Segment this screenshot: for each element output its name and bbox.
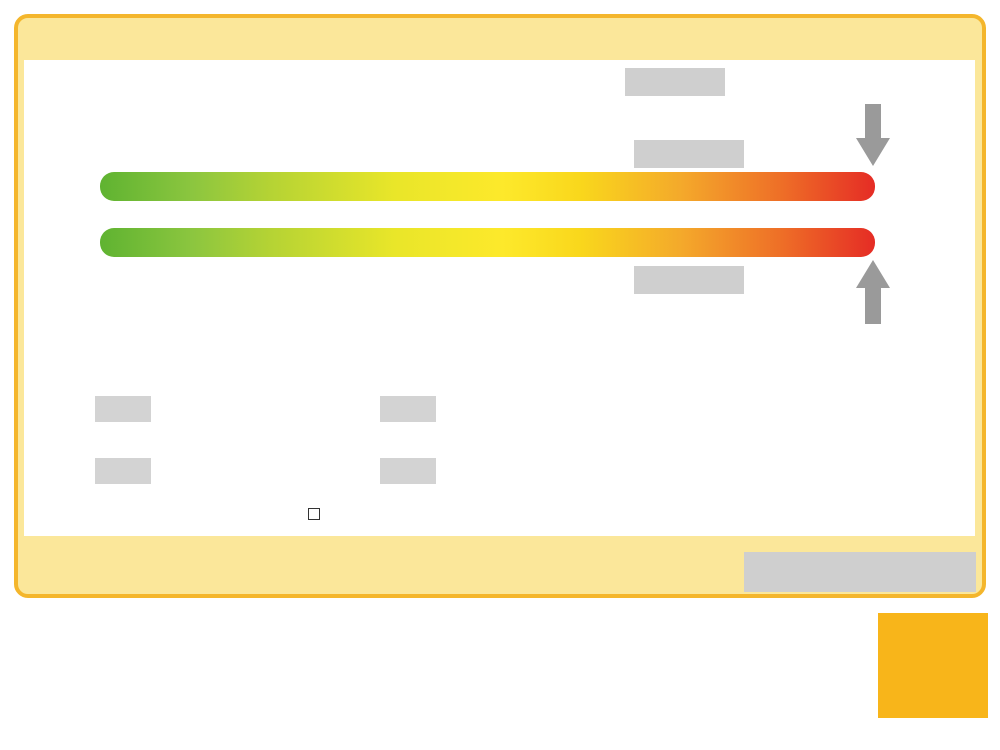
energy-scale-classes [100,172,875,201]
anforderungswert-envelope-field [380,458,436,484]
endenergie-arrow-down-icon [856,104,890,166]
primaer-value [634,266,744,294]
energy-panel [24,60,975,536]
anforderungswert-primary-field [380,396,436,422]
footer-value [744,552,976,592]
energy-scale-gradient [100,228,875,257]
ist-wert-envelope-field [95,458,151,484]
primaer-arrow-up-icon [856,260,890,324]
summer-protection-checkbox[interactable] [308,508,320,520]
endenergie-value [634,140,744,168]
footer-bar [16,548,984,594]
ist-wert-primary-field [95,396,151,422]
company-logo [878,613,988,718]
emissions-value [625,68,725,96]
